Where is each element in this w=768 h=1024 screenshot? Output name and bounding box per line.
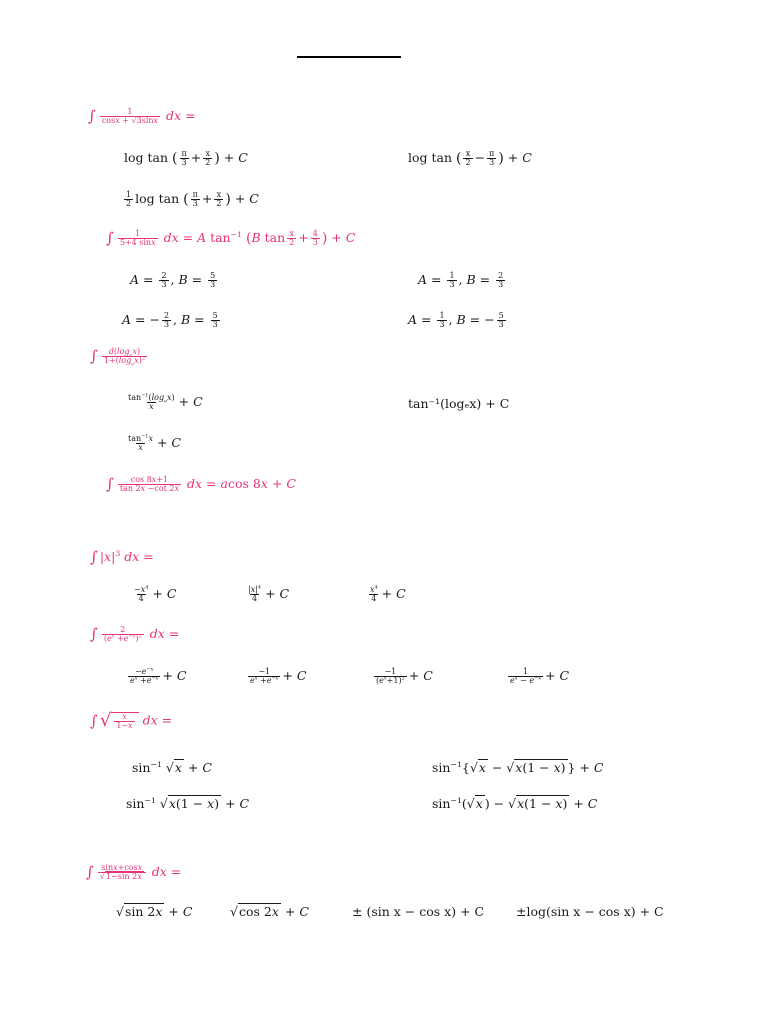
question-1: ∫ $\frac{1}{\cos x + √3\sin x}$ dx = [88, 107, 196, 125]
q2-option-d: A = $\frac{1}{3}$ , B = − $\frac{5}{3}$ [408, 311, 504, 329]
q4-option-a: $\frac{-x^4}{4}$ + C [134, 584, 177, 603]
question-6: ∫ √ $\frac{x}{1-x}$ dx = [90, 710, 173, 731]
q7-option-b: √cos 2x + C [230, 904, 309, 919]
q7-option-a: √sin 2x + C [116, 904, 193, 919]
q2-option-b: A = $\frac{1}{3}$ , B = $\frac{2}{3}$ [418, 271, 504, 289]
q2-option-a: A = $\frac{2}{3}$ , B = $\frac{5}{3}$ [130, 271, 216, 289]
question-3-equation: ∫ $\frac{\cos 8x+1}{\tan 2x -\cot 2x}$ dx = acos 8x + C [106, 475, 296, 493]
q6-option-d: $\sin^{-1}(√x$ ) − √x(1 − x) + C [432, 795, 598, 811]
q6-option-c: $\sin^{-1} √x(1 - x) + C$ [126, 795, 250, 811]
q1-option-c: $\frac{1}{2}$ log tan ( $\frac{\pi}{3}$ + $\frac{x}{2}$ ) + C [126, 190, 259, 208]
q7-option-d: ±log(sin x − cos x) + C [516, 904, 664, 919]
q2-option-c: A = − $\frac{2}{3}$ , B = $\frac{5}{3}$ [122, 311, 218, 329]
q6-option-a: $\sin^{-1} √x + C$ [132, 759, 212, 775]
question-3: ∫ $\frac{d(\log_ex)}{1+(\log_ex)^2}$ [90, 347, 145, 368]
q5-option-a: $\frac{-e^{-x}}{e^x +e^{-x}}$ + C [130, 666, 187, 685]
title-underline [297, 56, 401, 58]
q1-option-a: log tan ( $\frac{\pi}{3}$ + $\frac{x}{2}$ ) + C [124, 149, 248, 167]
question-4: ∫ $|x|^3$ dx = [90, 548, 154, 566]
q1-option-b: log tan ( $\frac{x}{2}$ − $\frac{\pi}{3}$ ) + C [408, 149, 532, 167]
q6-option-b: $\sin^{-1}\{√x - √x(1 - x)$ } + C [432, 759, 604, 775]
q3-option-b: tan⁻¹(logₑx) + C [408, 396, 510, 411]
q7-option-c: ± (sin x − cos x) + C [352, 904, 485, 919]
q5-option-d: $\frac{1}{e^x - e^{-x}}$ + C [510, 667, 570, 685]
question-2: ∫ $\frac{1}{5+4 \sin x}$ dx = A $\tan^{-1} (B$ tan $\frac{x}{2}$ + $\frac{4}{3}$ ) + C [106, 229, 356, 247]
q5-option-b: $\frac{-1}{e^x +e^{-x}}$ + C [250, 667, 307, 685]
question-7: ∫ $\frac{\sin x+\cos x}{√1-\sin 2x}$ dx = [86, 863, 182, 881]
q4-option-c: $\frac{x^4}{4}$ + C [370, 584, 406, 603]
q3-option-c: $\frac{\tan^{-1}x}{x}$ + C [128, 433, 181, 452]
q5-option-c: $\frac{-1}{(e^x+1)^2}$ + C [376, 667, 433, 685]
q4-option-b: $\frac{|x|^4}{4}$ + C [248, 584, 290, 603]
q3-option-a: $\frac{\tan^{-1}(\log_ex)}{x}$ + C [128, 392, 203, 411]
question-5: ∫ $\frac{2}{(e^x +e^{-x})^2}$ dx = [90, 625, 180, 643]
